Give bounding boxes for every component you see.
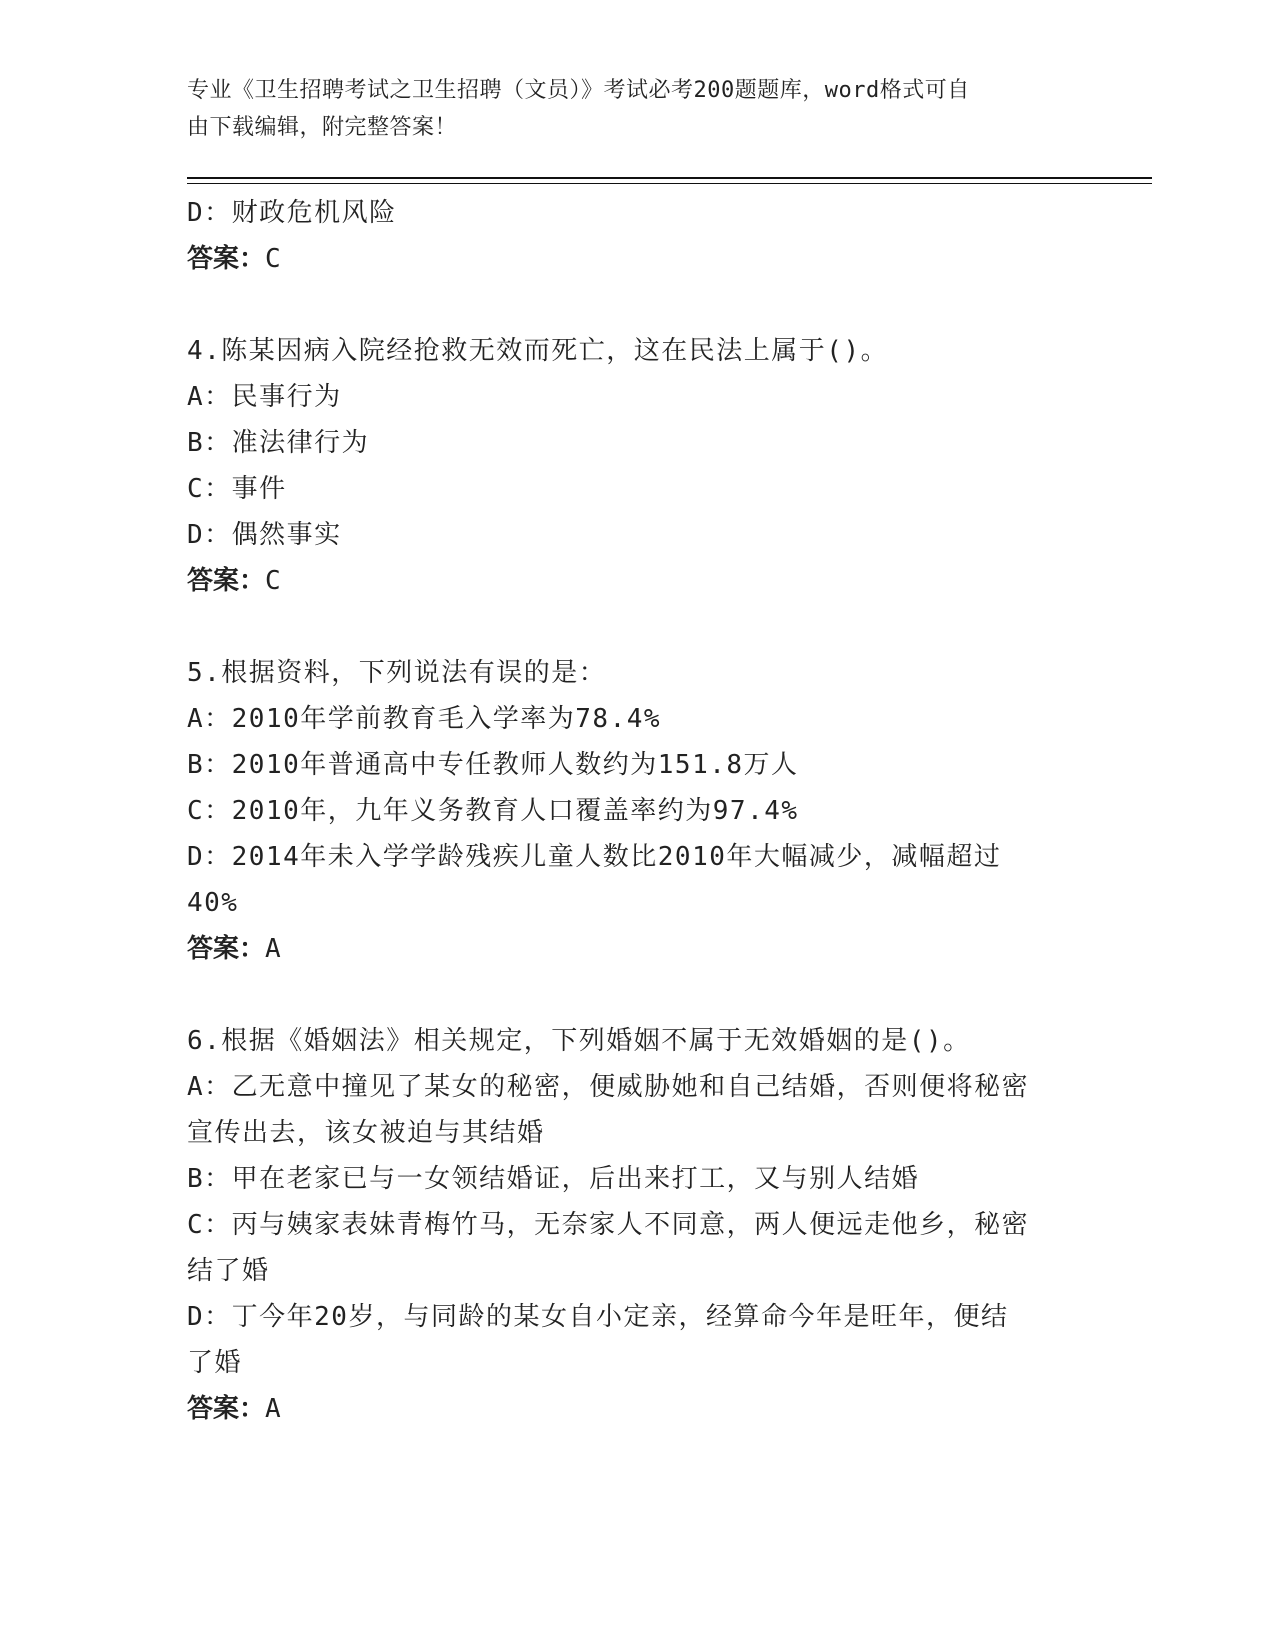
header-divider-thin bbox=[187, 183, 1152, 184]
answer-line bbox=[187, 926, 1077, 972]
option-text: 了婚 bbox=[187, 1348, 243, 1378]
option-text: A：民事行为 bbox=[187, 382, 342, 412]
option-text: 结了婚 bbox=[187, 1256, 270, 1286]
option-text: C：2010年，九年义务教育人口覆盖率约为97.4% bbox=[187, 796, 799, 826]
header-divider-thick bbox=[187, 177, 1152, 179]
option-text: D：财政危机风险 bbox=[187, 198, 397, 228]
question-stem: 6.根据《婚姻法》相关规定，下列婚姻不属于无效婚姻的是()。 bbox=[187, 1026, 971, 1056]
option-text: A：2010年学前教育毛入学率为78.4% bbox=[187, 704, 662, 734]
question-block bbox=[187, 328, 1077, 650]
answer-label: 答案： bbox=[187, 566, 266, 596]
header-line-1: 专业《卫生招聘考试之卫生招聘（文员）》考试必考200题题库，word格式可自 bbox=[187, 78, 970, 103]
option-text: B：准法律行为 bbox=[187, 428, 370, 458]
option-text: B：2010年普通高中专任教师人数约为151.8万人 bbox=[187, 750, 799, 780]
header-line-2: 由下载编辑，附完整答案！ bbox=[187, 115, 458, 140]
question-stem: 4.陈某因病入院经抢救无效而死亡，这在民法上属于()。 bbox=[187, 336, 889, 366]
option-text: D：2014年未入学学龄残疾儿童人数比2010年大幅减少，减幅超过 bbox=[187, 842, 1002, 872]
option-text: D：偶然事实 bbox=[187, 520, 342, 550]
question-block bbox=[187, 650, 1077, 1018]
question-spacer bbox=[187, 282, 1077, 328]
answer-line bbox=[187, 1386, 1077, 1432]
question-list bbox=[187, 190, 1077, 1432]
answer-value: C bbox=[265, 244, 283, 274]
option-text: A：乙无意中撞见了某女的秘密，便威胁她和自己结婚，否则便将秘密 bbox=[187, 1072, 1030, 1102]
option-text: 宣传出去，该女被迫与其结婚 bbox=[187, 1118, 545, 1148]
document-header bbox=[187, 72, 1067, 146]
option-text: 40% bbox=[187, 888, 239, 918]
option-text: D：丁今年20岁，与同龄的某女自小定亲，经算命今年是旺年，便结 bbox=[187, 1302, 1009, 1332]
option-text: B：甲在老家已与一女领结婚证，后出来打工，又与别人结婚 bbox=[187, 1164, 920, 1194]
answer-label: 答案： bbox=[187, 244, 266, 274]
question-spacer bbox=[187, 604, 1077, 650]
answer-line bbox=[187, 558, 1077, 604]
answer-line bbox=[187, 236, 1077, 282]
option-text: C：丙与姨家表妹青梅竹马，无奈家人不同意，两人便远走他乡，秘密 bbox=[187, 1210, 1030, 1240]
answer-value: A bbox=[265, 1394, 283, 1424]
answer-value: C bbox=[265, 566, 283, 596]
question-block bbox=[187, 190, 1077, 328]
question-stem: 5.根据资料，下列说法有误的是： bbox=[187, 658, 607, 688]
answer-label: 答案： bbox=[187, 1394, 266, 1424]
answer-label: 答案： bbox=[187, 934, 266, 964]
option-text: C：事件 bbox=[187, 474, 287, 504]
question-block bbox=[187, 1018, 1077, 1432]
question-spacer bbox=[187, 972, 1077, 1018]
answer-value: A bbox=[265, 934, 283, 964]
